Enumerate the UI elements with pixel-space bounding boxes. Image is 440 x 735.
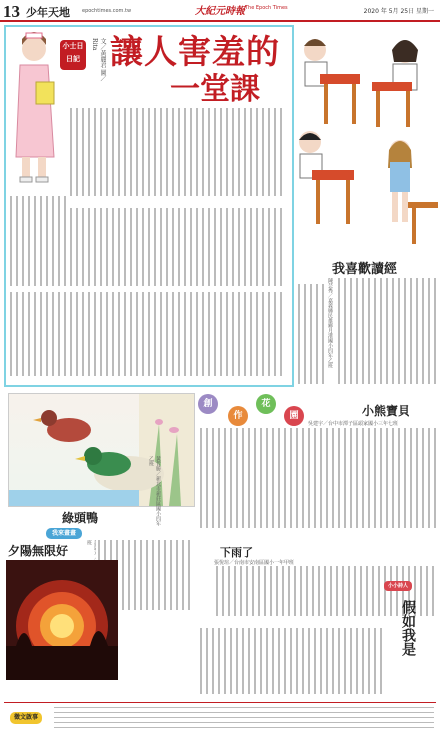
love-reading-text: [338, 278, 436, 384]
website-text: epochtimes.com.tw: [82, 8, 132, 14]
banner-char-4: 園: [284, 406, 304, 426]
main-story-text-mid: [70, 208, 282, 286]
main-title-line1: 讓人害羞的: [110, 32, 280, 71]
mallard-byline: 黃哲勝／新北市新莊區國小四年乙班: [148, 456, 161, 526]
diary-badge-line1: 小士日: [62, 42, 84, 50]
drawing-tag: 我來畫畫: [46, 528, 82, 539]
poet-tag: 小小詩人: [384, 581, 412, 591]
nurse-illustration: [6, 27, 66, 187]
classroom-illustration: [290, 22, 440, 252]
bear-text: [196, 428, 436, 528]
main-story-text-bottom: [10, 292, 282, 376]
page-number: 13: [3, 2, 20, 21]
diary-badge: [60, 40, 86, 70]
footer-notice: [4, 702, 436, 733]
mallard-title: 綠頭鴨: [62, 511, 99, 525]
main-title-line2: 一堂課: [170, 72, 260, 107]
footer-label: 徵文啟事: [10, 712, 42, 724]
mallard-painting: [8, 393, 195, 507]
main-story-text-top: [70, 108, 282, 196]
logo-cn: 大紀元時報: [195, 6, 245, 17]
bear-title: 小熊寶貝: [362, 404, 411, 418]
love-reading-byline: 陳芸秀／嘉義縣民雄鄉月港國小四年乙班: [327, 278, 333, 368]
love-reading-title: 我喜歡讀經: [332, 262, 398, 277]
diary-badge-line2: 日記: [66, 55, 80, 63]
banner-char-3: 花: [256, 394, 276, 414]
holiday-text: [200, 628, 382, 694]
footer-text: [54, 707, 434, 729]
sunset-painting: [6, 560, 118, 680]
love-reading-text-left: [294, 284, 324, 384]
newspaper-logo: [195, 2, 288, 17]
banner-char-1: 創: [198, 394, 218, 414]
main-byline: 文／黃麗君 圖／Rita: [91, 38, 106, 82]
section-name: 少年天地: [26, 6, 70, 19]
sunset-byline: 班: [86, 540, 92, 545]
banner-char-2: 作: [228, 406, 248, 426]
rain-byline: 張悅瑄／台南市安南區國小一年甲班: [214, 560, 295, 566]
sunset-title: 夕陽無限好: [8, 544, 69, 558]
logo-en: The Epoch Times: [245, 5, 288, 11]
main-story-text-left: [10, 196, 66, 286]
bear-byline: 吳建宇／台中市潭子區頭家國小三年七班: [308, 421, 399, 427]
page-header: [0, 0, 440, 22]
holiday-title: 假如我是: [400, 600, 416, 656]
issue-date: 2020 年 5月 25日 星期一: [363, 8, 434, 15]
rain-title: 下雨了: [220, 546, 253, 559]
